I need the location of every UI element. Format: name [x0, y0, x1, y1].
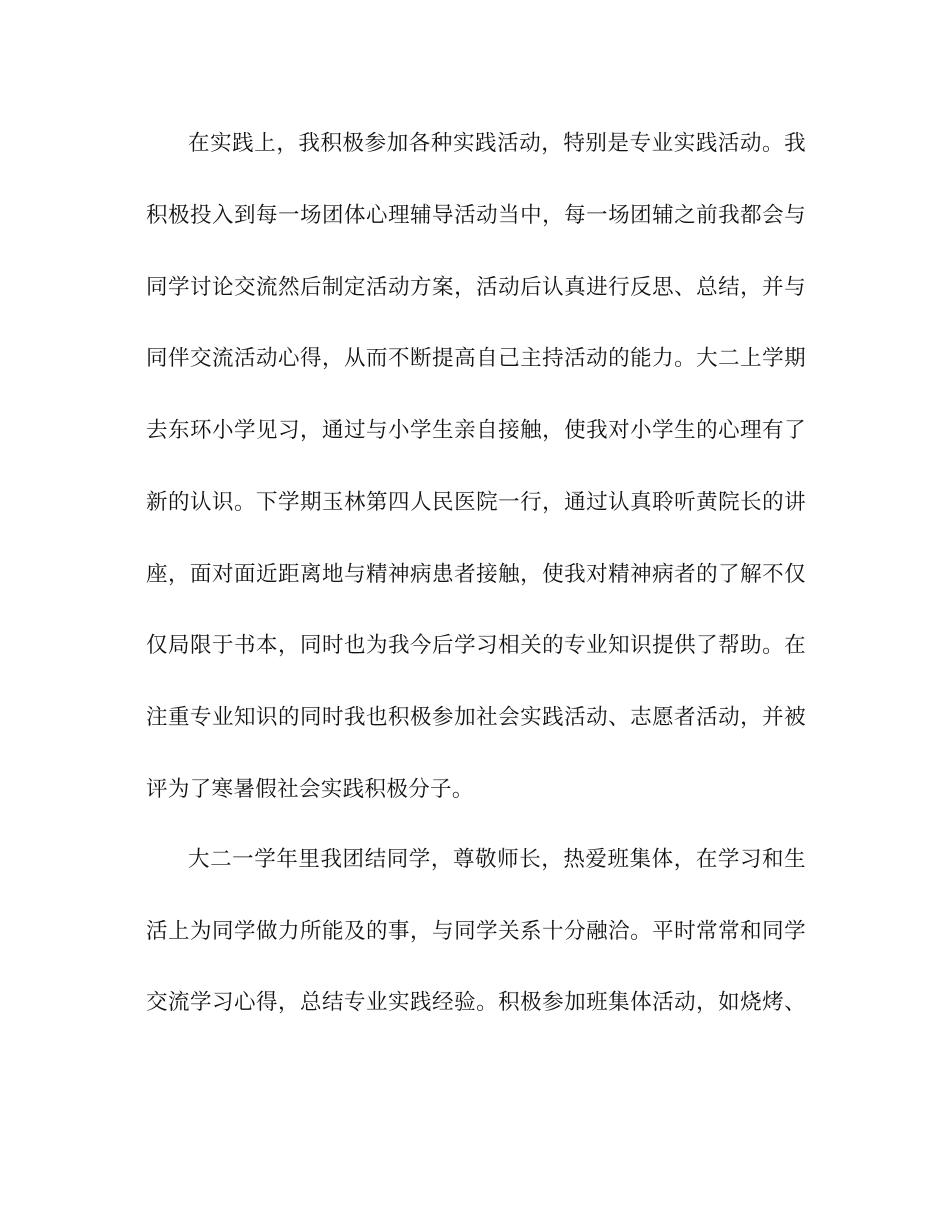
paragraph-1-line-10: 评为了寒暑假社会实践积极分子。: [146, 777, 474, 802]
paragraph-1-line-1: 在实践上，我积极参加各种实践活动，特别是专业实践活动。我: [188, 131, 806, 156]
paragraph-2-line-1: 大二一学年里我团结同学，尊敬师长，热爱班集体，在学习和生: [188, 847, 806, 872]
paragraph-2-line-3: 交流学习心得，总结专业实践经验。积极参加班集体活动，如烧烤、: [146, 990, 806, 1015]
paragraph-1-line-4: 同伴交流活动心得，从而不断提高自己主持活动的能力。大二上学期: [146, 346, 806, 371]
paragraph-1-line-6: 新的认识。下学期玉林第四人民医院一行，通过认真聆听黄院长的讲: [146, 490, 806, 515]
paragraph-1-line-5: 去东环小学见习，通过与小学生亲自接触，使我对小学生的心理有了: [146, 418, 806, 443]
paragraph-1-line-9: 注重专业知识的同时我也积极参加社会实践活动、志愿者活动，并被: [146, 705, 806, 730]
paragraph-2-line-2: 活上为同学做力所能及的事，与同学关系十分融洽。平时常常和同学: [146, 919, 806, 944]
paragraph-1-line-7: 座，面对面近距离地与精神病患者接触，使我对精神病者的了解不仅: [146, 562, 806, 587]
paragraph-1-line-3: 同学讨论交流然后制定活动方案，活动后认真进行反思、总结，并与: [146, 275, 806, 300]
paragraph-1-line-2: 积极投入到每一场团体心理辅导活动当中，每一场团辅之前我都会与: [146, 203, 806, 228]
paragraph-1-line-8: 仅局限于书本，同时也为我今后学习相关的专业知识提供了帮助。在: [146, 633, 806, 658]
